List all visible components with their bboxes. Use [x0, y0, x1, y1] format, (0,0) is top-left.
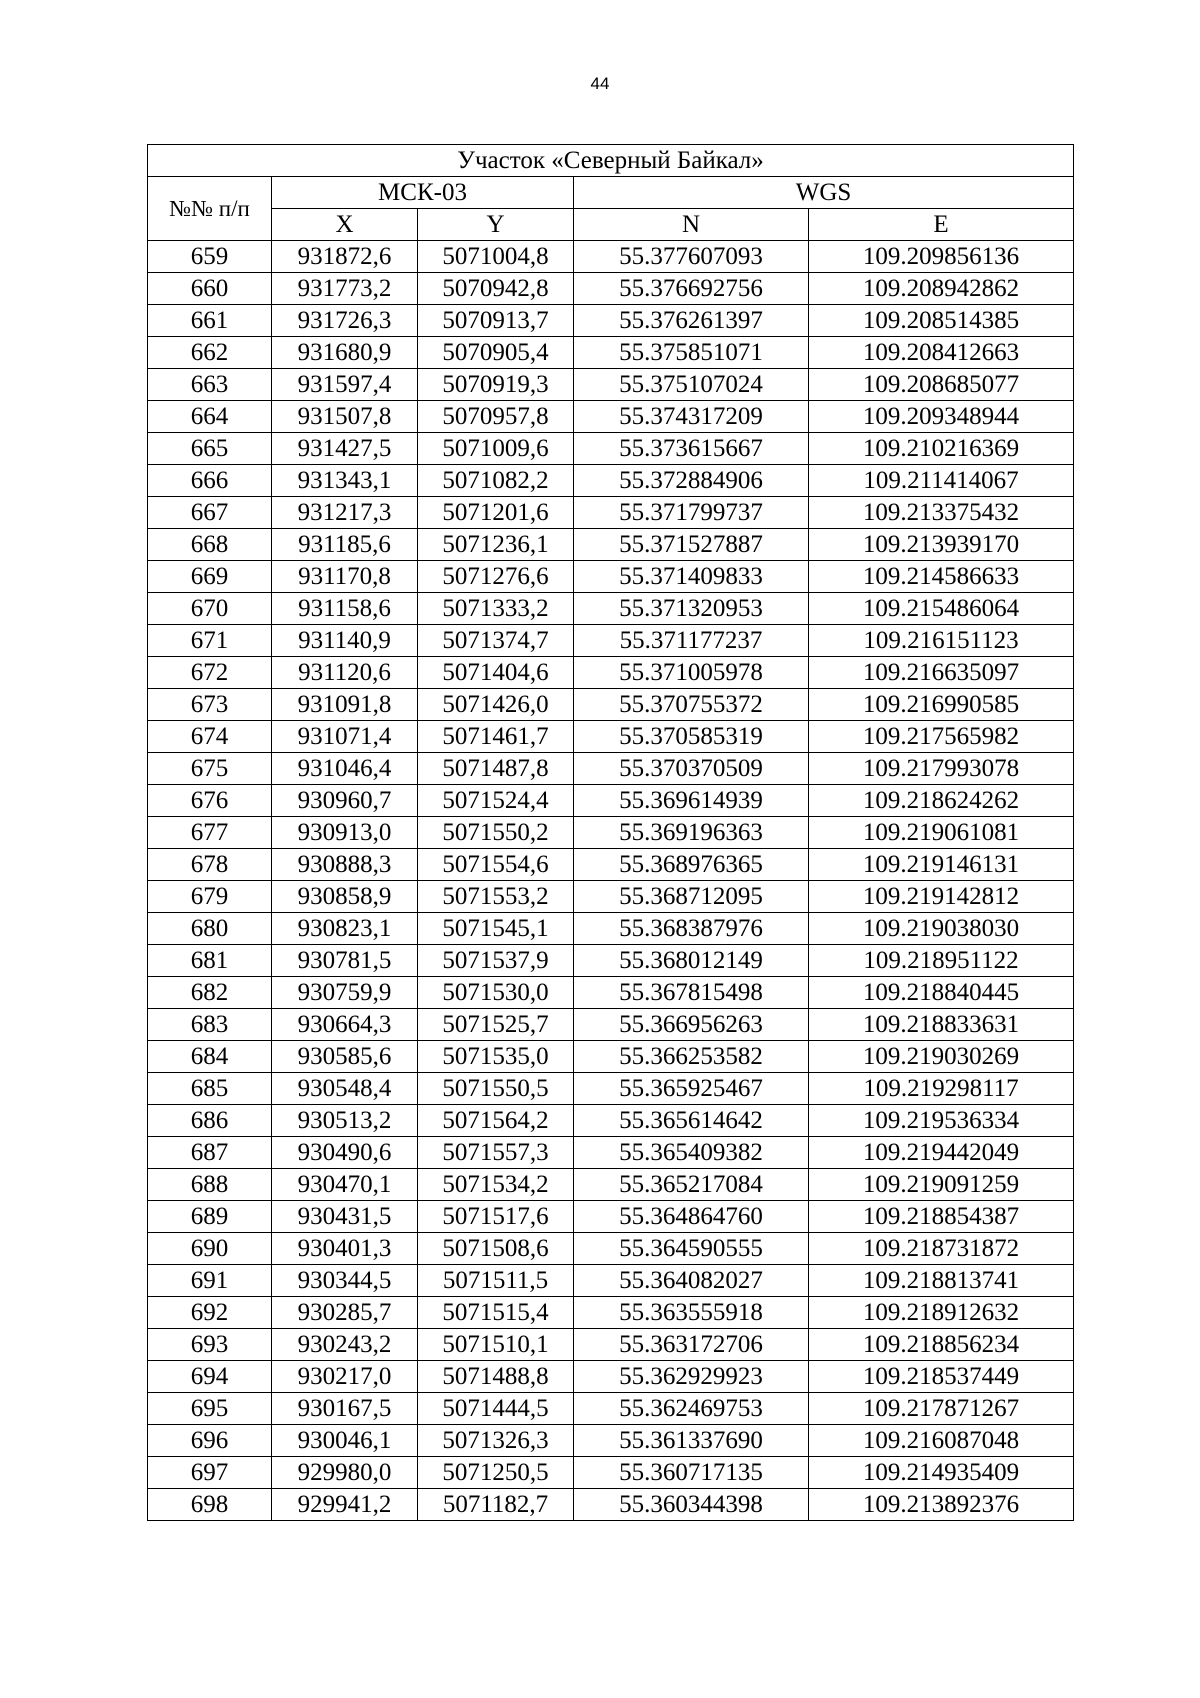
cell-x: 930759,9: [272, 977, 418, 1009]
cell-e: 109.218951122: [809, 945, 1074, 977]
cell-y: 5071550,5: [418, 1073, 574, 1105]
cell-x: 930858,9: [272, 881, 418, 913]
cell-n: 55.365614642: [574, 1105, 809, 1137]
cell-number: 683: [148, 1009, 272, 1041]
cell-y: 5071404,6: [418, 657, 574, 689]
cell-number: 668: [148, 529, 272, 561]
cell-x: 929980,0: [272, 1457, 418, 1489]
cell-e: 109.216990585: [809, 689, 1074, 721]
cell-number: 659: [148, 241, 272, 273]
cell-x: 930960,7: [272, 785, 418, 817]
cell-number: 696: [148, 1425, 272, 1457]
cell-y: 5071537,9: [418, 945, 574, 977]
cell-n: 55.370755372: [574, 689, 809, 721]
table-row: [148, 849, 1074, 881]
cell-x: 931185,6: [272, 529, 418, 561]
table-title: Участок «Северный Байкал»: [148, 145, 1074, 177]
cell-e: 109.218813741: [809, 1265, 1074, 1297]
table-row: [148, 497, 1074, 529]
table-row: [148, 1361, 1074, 1393]
table-row: [148, 1425, 1074, 1457]
cell-e: 109.216635097: [809, 657, 1074, 689]
cell-e: 109.213375432: [809, 497, 1074, 529]
cell-number: 672: [148, 657, 272, 689]
cell-x: 931071,4: [272, 721, 418, 753]
cell-x: 931120,6: [272, 657, 418, 689]
cell-n: 55.376261397: [574, 305, 809, 337]
cell-y: 5071488,8: [418, 1361, 574, 1393]
cell-n: 55.361337690: [574, 1425, 809, 1457]
cell-e: 109.218840445: [809, 977, 1074, 1009]
table-row: [148, 689, 1074, 721]
cell-y: 5071201,6: [418, 497, 574, 529]
column-header-x: X: [272, 209, 418, 241]
cell-number: 662: [148, 337, 272, 369]
table-row: [148, 273, 1074, 305]
cell-x: 930285,7: [272, 1297, 418, 1329]
cell-n: 55.374317209: [574, 401, 809, 433]
cell-y: 5071554,6: [418, 849, 574, 881]
cell-y: 5070942,8: [418, 273, 574, 305]
table-row: [148, 785, 1074, 817]
cell-number: 682: [148, 977, 272, 1009]
cell-number: 680: [148, 913, 272, 945]
cell-n: 55.363172706: [574, 1329, 809, 1361]
cell-y: 5071511,5: [418, 1265, 574, 1297]
cell-x: 930401,3: [272, 1233, 418, 1265]
cell-n: 55.371320953: [574, 593, 809, 625]
table-row: [148, 529, 1074, 561]
cell-e: 109.218912632: [809, 1297, 1074, 1329]
cell-number: 675: [148, 753, 272, 785]
cell-y: 5070957,8: [418, 401, 574, 433]
cell-n: 55.375851071: [574, 337, 809, 369]
cell-n: 55.368976365: [574, 849, 809, 881]
table-row: [148, 1009, 1074, 1041]
cell-x: 931507,8: [272, 401, 418, 433]
cell-x: 930167,5: [272, 1393, 418, 1425]
cell-x: 931597,4: [272, 369, 418, 401]
cell-y: 5071326,3: [418, 1425, 574, 1457]
cell-y: 5071182,7: [418, 1489, 574, 1521]
cell-y: 5071250,5: [418, 1457, 574, 1489]
cell-x: 930823,1: [272, 913, 418, 945]
cell-e: 109.208685077: [809, 369, 1074, 401]
cell-x: 930243,2: [272, 1329, 418, 1361]
cell-e: 109.215486064: [809, 593, 1074, 625]
column-group-wgs: WGS: [574, 177, 1074, 209]
cell-n: 55.372884906: [574, 465, 809, 497]
cell-n: 55.367815498: [574, 977, 809, 1009]
cell-y: 5071426,0: [418, 689, 574, 721]
cell-e: 109.219030269: [809, 1041, 1074, 1073]
cell-e: 109.214935409: [809, 1457, 1074, 1489]
cell-n: 55.362929923: [574, 1361, 809, 1393]
cell-e: 109.219038030: [809, 913, 1074, 945]
cell-n: 55.371527887: [574, 529, 809, 561]
cell-n: 55.360344398: [574, 1489, 809, 1521]
cell-x: 931773,2: [272, 273, 418, 305]
table-row: [148, 1041, 1074, 1073]
cell-number: 688: [148, 1169, 272, 1201]
cell-x: 931170,8: [272, 561, 418, 593]
cell-number: 676: [148, 785, 272, 817]
cell-x: 929941,2: [272, 1489, 418, 1521]
cell-n: 55.376692756: [574, 273, 809, 305]
cell-number: 679: [148, 881, 272, 913]
cell-e: 109.219298117: [809, 1073, 1074, 1105]
cell-x: 930217,0: [272, 1361, 418, 1393]
table-row: [148, 817, 1074, 849]
table-row: [148, 1073, 1074, 1105]
table-row: [148, 945, 1074, 977]
cell-number: 691: [148, 1265, 272, 1297]
table-row: [148, 721, 1074, 753]
table-row: [148, 337, 1074, 369]
cell-y: 5071525,7: [418, 1009, 574, 1041]
cell-n: 55.371409833: [574, 561, 809, 593]
cell-x: 930046,1: [272, 1425, 418, 1457]
table-row: [148, 625, 1074, 657]
cell-number: 669: [148, 561, 272, 593]
table-row: [148, 1233, 1074, 1265]
cell-n: 55.364864760: [574, 1201, 809, 1233]
cell-number: 661: [148, 305, 272, 337]
cell-n: 55.371005978: [574, 657, 809, 689]
cell-e: 109.217565982: [809, 721, 1074, 753]
cell-number: 690: [148, 1233, 272, 1265]
cell-y: 5071515,4: [418, 1297, 574, 1329]
cell-number: 697: [148, 1457, 272, 1489]
cell-number: 678: [148, 849, 272, 881]
table-row: [148, 1201, 1074, 1233]
cell-x: 931343,1: [272, 465, 418, 497]
cell-e: 109.218854387: [809, 1201, 1074, 1233]
table-row: [148, 913, 1074, 945]
cell-y: 5070905,4: [418, 337, 574, 369]
cell-y: 5071510,1: [418, 1329, 574, 1361]
cell-n: 55.363555918: [574, 1297, 809, 1329]
cell-x: 931427,5: [272, 433, 418, 465]
cell-n: 55.364590555: [574, 1233, 809, 1265]
cell-y: 5071487,8: [418, 753, 574, 785]
cell-number: 695: [148, 1393, 272, 1425]
table-row: [148, 1105, 1074, 1137]
cell-e: 109.219091259: [809, 1169, 1074, 1201]
cell-n: 55.370585319: [574, 721, 809, 753]
cell-x: 930490,6: [272, 1137, 418, 1169]
cell-number: 685: [148, 1073, 272, 1105]
cell-x: 931158,6: [272, 593, 418, 625]
cell-y: 5071004,8: [418, 241, 574, 273]
cell-number: 684: [148, 1041, 272, 1073]
table-row: [148, 977, 1074, 1009]
table-row: [148, 753, 1074, 785]
cell-n: 55.370370509: [574, 753, 809, 785]
table-row: [148, 1169, 1074, 1201]
table-body: [148, 241, 1074, 1521]
table-row: [148, 305, 1074, 337]
cell-e: 109.218624262: [809, 785, 1074, 817]
cell-x: 931680,9: [272, 337, 418, 369]
table-row: [148, 881, 1074, 913]
cell-e: 109.218833631: [809, 1009, 1074, 1041]
column-header-n: N: [574, 209, 809, 241]
column-header-y: Y: [418, 209, 574, 241]
cell-y: 5071550,2: [418, 817, 574, 849]
column-group-msk: МСК-03: [272, 177, 574, 209]
cell-y: 5071517,6: [418, 1201, 574, 1233]
cell-y: 5071276,6: [418, 561, 574, 593]
cell-e: 109.219146131: [809, 849, 1074, 881]
cell-n: 55.373615667: [574, 433, 809, 465]
cell-x: 930470,1: [272, 1169, 418, 1201]
cell-number: 664: [148, 401, 272, 433]
cell-number: 692: [148, 1297, 272, 1329]
cell-y: 5071333,2: [418, 593, 574, 625]
cell-y: 5071236,1: [418, 529, 574, 561]
cell-n: 55.365925467: [574, 1073, 809, 1105]
cell-e: 109.213892376: [809, 1489, 1074, 1521]
cell-y: 5071530,0: [418, 977, 574, 1009]
table-row: [148, 593, 1074, 625]
cell-y: 5071508,6: [418, 1233, 574, 1265]
table-row: [148, 1457, 1074, 1489]
cell-x: 930513,2: [272, 1105, 418, 1137]
page-number: 44: [590, 74, 610, 93]
cell-number: 698: [148, 1489, 272, 1521]
cell-e: 109.208942862: [809, 273, 1074, 305]
table-row: [148, 1265, 1074, 1297]
cell-n: 55.368387976: [574, 913, 809, 945]
cell-x: 930585,6: [272, 1041, 418, 1073]
cell-e: 109.214586633: [809, 561, 1074, 593]
cell-e: 109.218537449: [809, 1361, 1074, 1393]
cell-n: 55.368712095: [574, 881, 809, 913]
cell-e: 109.217871267: [809, 1393, 1074, 1425]
cell-e: 109.218856234: [809, 1329, 1074, 1361]
cell-number: 689: [148, 1201, 272, 1233]
cell-e: 109.208514385: [809, 305, 1074, 337]
cell-x: 930781,5: [272, 945, 418, 977]
cell-number: 677: [148, 817, 272, 849]
cell-number: 687: [148, 1137, 272, 1169]
cell-e: 109.208412663: [809, 337, 1074, 369]
cell-x: 930548,4: [272, 1073, 418, 1105]
cell-n: 55.365217084: [574, 1169, 809, 1201]
cell-y: 5071534,2: [418, 1169, 574, 1201]
cell-e: 109.219442049: [809, 1137, 1074, 1169]
table-row: [148, 369, 1074, 401]
cell-e: 109.216087048: [809, 1425, 1074, 1457]
coordinates-table: [147, 144, 1074, 1521]
cell-x: 931872,6: [272, 241, 418, 273]
cell-y: 5070913,7: [418, 305, 574, 337]
cell-n: 55.377607093: [574, 241, 809, 273]
cell-x: 931140,9: [272, 625, 418, 657]
cell-x: 931217,3: [272, 497, 418, 529]
cell-e: 109.216151123: [809, 625, 1074, 657]
table-row: [148, 465, 1074, 497]
cell-y: 5070919,3: [418, 369, 574, 401]
cell-n: 55.369614939: [574, 785, 809, 817]
cell-e: 109.219142812: [809, 881, 1074, 913]
cell-number: 665: [148, 433, 272, 465]
cell-y: 5071524,4: [418, 785, 574, 817]
cell-x: 931046,4: [272, 753, 418, 785]
cell-e: 109.217993078: [809, 753, 1074, 785]
cell-n: 55.369196363: [574, 817, 809, 849]
cell-e: 109.209348944: [809, 401, 1074, 433]
cell-x: 930664,3: [272, 1009, 418, 1041]
cell-y: 5071374,7: [418, 625, 574, 657]
cell-y: 5071461,7: [418, 721, 574, 753]
column-header-number: №№ п/п: [148, 177, 272, 241]
cell-e: 109.219536334: [809, 1105, 1074, 1137]
cell-e: 109.211414067: [809, 465, 1074, 497]
cell-e: 109.213939170: [809, 529, 1074, 561]
cell-n: 55.362469753: [574, 1393, 809, 1425]
table-row: [148, 657, 1074, 689]
cell-x: 931726,3: [272, 305, 418, 337]
cell-n: 55.365409382: [574, 1137, 809, 1169]
cell-number: 666: [148, 465, 272, 497]
cell-y: 5071557,3: [418, 1137, 574, 1169]
table-row: [148, 1393, 1074, 1425]
cell-number: 681: [148, 945, 272, 977]
cell-n: 55.364082027: [574, 1265, 809, 1297]
table-row: [148, 1137, 1074, 1169]
table-row: [148, 1489, 1074, 1521]
cell-number: 660: [148, 273, 272, 305]
cell-number: 686: [148, 1105, 272, 1137]
table-row: [148, 401, 1074, 433]
cell-x: 930344,5: [272, 1265, 418, 1297]
cell-y: 5071082,2: [418, 465, 574, 497]
cell-e: 109.210216369: [809, 433, 1074, 465]
cell-x: 931091,8: [272, 689, 418, 721]
cell-n: 55.366253582: [574, 1041, 809, 1073]
cell-y: 5071564,2: [418, 1105, 574, 1137]
cell-e: 109.219061081: [809, 817, 1074, 849]
cell-n: 55.371177237: [574, 625, 809, 657]
cell-y: 5071553,2: [418, 881, 574, 913]
cell-e: 109.209856136: [809, 241, 1074, 273]
table-row: [148, 241, 1074, 273]
cell-number: 667: [148, 497, 272, 529]
cell-number: 673: [148, 689, 272, 721]
cell-number: 670: [148, 593, 272, 625]
cell-y: 5071009,6: [418, 433, 574, 465]
cell-n: 55.360717135: [574, 1457, 809, 1489]
table-row: [148, 1329, 1074, 1361]
cell-number: 693: [148, 1329, 272, 1361]
cell-x: 930888,3: [272, 849, 418, 881]
cell-y: 5071545,1: [418, 913, 574, 945]
cell-number: 663: [148, 369, 272, 401]
cell-x: 930431,5: [272, 1201, 418, 1233]
cell-y: 5071444,5: [418, 1393, 574, 1425]
cell-number: 674: [148, 721, 272, 753]
table-row: [148, 433, 1074, 465]
cell-n: 55.366956263: [574, 1009, 809, 1041]
cell-x: 930913,0: [272, 817, 418, 849]
column-header-e: E: [809, 209, 1074, 241]
cell-number: 671: [148, 625, 272, 657]
cell-n: 55.371799737: [574, 497, 809, 529]
cell-n: 55.368012149: [574, 945, 809, 977]
cell-y: 5071535,0: [418, 1041, 574, 1073]
cell-number: 694: [148, 1361, 272, 1393]
table-row: [148, 561, 1074, 593]
cell-e: 109.218731872: [809, 1233, 1074, 1265]
cell-n: 55.375107024: [574, 369, 809, 401]
table-row: [148, 1297, 1074, 1329]
